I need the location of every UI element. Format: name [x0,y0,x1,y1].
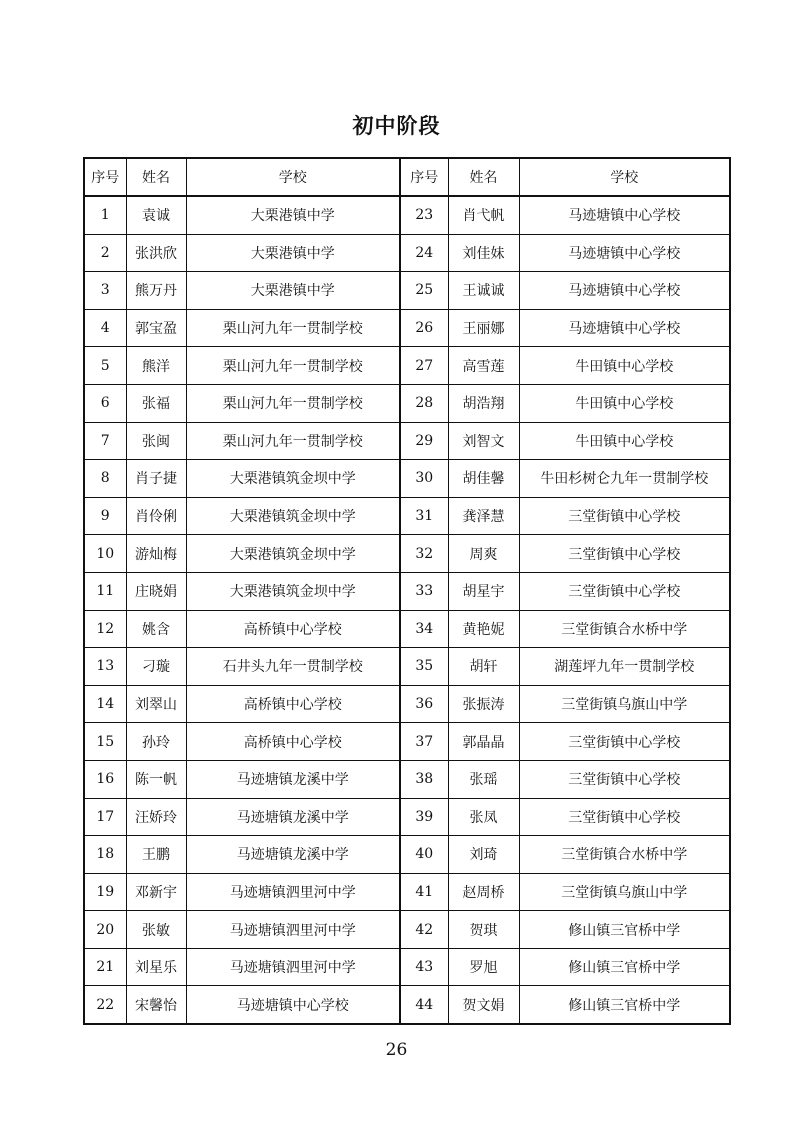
row-index-left: 18 [84,836,126,874]
header-index-right: 序号 [400,158,448,196]
page-number: 26 [385,1040,408,1060]
row-school-left: 大栗港镇筑金坝中学 [186,572,400,610]
table-row [84,572,730,610]
row-index-left: 1 [84,196,126,234]
row-school-right: 三堂街镇中心学校 [519,723,730,761]
row-school-right: 修山镇三官桥中学 [519,948,730,986]
row-index-left: 22 [84,986,126,1024]
row-school-left: 大栗港镇中学 [186,196,400,234]
row-school-right: 马迹塘镇中心学校 [519,272,730,310]
row-name-right: 周爽 [448,535,519,573]
row-name-left: 熊洋 [126,347,186,385]
row-school-left: 马迹塘镇泗里河中学 [186,873,400,911]
header-index-left: 序号 [84,158,126,196]
row-name-left: 肖伶俐 [126,497,186,535]
row-name-right: 胡轩 [448,648,519,686]
row-name-right: 高雪莲 [448,347,519,385]
table-row [84,760,730,798]
row-index-left: 6 [84,384,126,422]
row-school-right: 三堂街镇中心学校 [519,798,730,836]
row-school-right: 湖莲坪九年一贯制学校 [519,648,730,686]
table-row [84,272,730,310]
row-index-right: 29 [400,422,448,460]
table-row [84,685,730,723]
row-index-left: 13 [84,648,126,686]
row-name-left: 张敏 [126,911,186,949]
row-name-right: 刘智文 [448,422,519,460]
row-index-left: 8 [84,460,126,498]
table-row [84,422,730,460]
row-index-left: 10 [84,535,126,573]
row-school-left: 栗山河九年一贯制学校 [186,384,400,422]
row-school-right: 三堂街镇中心学校 [519,760,730,798]
row-name-left: 刘星乐 [126,948,186,986]
row-index-right: 34 [400,610,448,648]
row-index-left: 17 [84,798,126,836]
row-index-right: 38 [400,760,448,798]
row-index-right: 23 [400,196,448,234]
row-school-left: 高桥镇中心学校 [186,610,400,648]
row-school-right: 马迹塘镇中心学校 [519,234,730,272]
table-row [84,196,730,234]
row-index-right: 27 [400,347,448,385]
row-index-right: 32 [400,535,448,573]
row-school-left: 大栗港镇中学 [186,272,400,310]
row-name-right: 贺文娟 [448,986,519,1024]
row-name-left: 张福 [126,384,186,422]
row-index-right: 43 [400,948,448,986]
row-name-right: 罗旭 [448,948,519,986]
header-name-right: 姓名 [448,158,519,196]
row-name-left: 邓新宇 [126,873,186,911]
table-row [84,497,730,535]
row-school-right: 牛田镇中心学校 [519,384,730,422]
row-name-left: 张闽 [126,422,186,460]
row-index-left: 21 [84,948,126,986]
row-name-right: 胡浩翔 [448,384,519,422]
row-name-left: 郭宝盈 [126,309,186,347]
row-index-left: 12 [84,610,126,648]
row-name-left: 肖子捷 [126,460,186,498]
row-school-right: 三堂街镇乌旗山中学 [519,685,730,723]
row-index-right: 36 [400,685,448,723]
row-index-right: 44 [400,986,448,1024]
row-school-right: 牛田镇中心学校 [519,422,730,460]
table-row [84,384,730,422]
row-index-right: 35 [400,648,448,686]
row-name-right: 王诚诚 [448,272,519,310]
row-name-left: 孙玲 [126,723,186,761]
row-name-left: 张洪欣 [126,234,186,272]
row-name-left: 姚含 [126,610,186,648]
row-index-right: 26 [400,309,448,347]
row-name-right: 张凤 [448,798,519,836]
row-name-right: 郭晶晶 [448,723,519,761]
table-row [84,309,730,347]
row-name-left: 熊万丹 [126,272,186,310]
row-school-right: 三堂街镇合水桥中学 [519,610,730,648]
row-school-right: 三堂街镇合水桥中学 [519,836,730,874]
row-index-right: 42 [400,911,448,949]
row-school-right: 三堂街镇中心学校 [519,535,730,573]
row-name-right: 黄艳妮 [448,610,519,648]
row-index-left: 4 [84,309,126,347]
row-name-right: 贺琪 [448,911,519,949]
row-school-left: 马迹塘镇中心学校 [186,986,400,1024]
row-index-left: 20 [84,911,126,949]
row-name-right: 刘佳妹 [448,234,519,272]
row-school-right: 马迹塘镇中心学校 [519,309,730,347]
row-school-right: 三堂街镇中心学校 [519,572,730,610]
row-school-left: 栗山河九年一贯制学校 [186,422,400,460]
table-row [84,610,730,648]
row-index-right: 25 [400,272,448,310]
table-row [84,234,730,272]
table-row [84,873,730,911]
row-index-left: 11 [84,572,126,610]
row-index-right: 39 [400,798,448,836]
row-name-right: 胡星宇 [448,572,519,610]
table-row [84,798,730,836]
row-name-left: 刁璇 [126,648,186,686]
row-name-left: 袁诚 [126,196,186,234]
row-index-left: 15 [84,723,126,761]
row-school-left: 栗山河九年一贯制学校 [186,309,400,347]
row-index-left: 14 [84,685,126,723]
row-name-left: 刘翠山 [126,685,186,723]
table-row [84,535,730,573]
row-school-right: 马迹塘镇中心学校 [519,196,730,234]
row-index-left: 19 [84,873,126,911]
row-school-left: 大栗港镇筑金坝中学 [186,497,400,535]
row-index-right: 24 [400,234,448,272]
row-name-right: 王丽娜 [448,309,519,347]
header-school-right: 学校 [519,158,730,196]
row-name-left: 游灿梅 [126,535,186,573]
row-name-right: 龚泽慧 [448,497,519,535]
row-school-right: 修山镇三官桥中学 [519,911,730,949]
row-school-left: 大栗港镇筑金坝中学 [186,535,400,573]
table-row [84,347,730,385]
row-name-left: 庄晓娟 [126,572,186,610]
table-row [84,948,730,986]
row-index-left: 7 [84,422,126,460]
table-row [84,986,730,1024]
table-row [84,648,730,686]
row-index-right: 28 [400,384,448,422]
row-index-right: 41 [400,873,448,911]
row-school-left: 马迹塘镇泗里河中学 [186,948,400,986]
header-row [84,158,730,196]
row-school-left: 马迹塘镇龙溪中学 [186,798,400,836]
row-name-right: 胡佳馨 [448,460,519,498]
table-body [84,196,730,1024]
row-index-left: 2 [84,234,126,272]
row-school-right: 牛田镇中心学校 [519,347,730,385]
row-name-right: 刘琦 [448,836,519,874]
row-school-right: 牛田杉树仑九年一贯制学校 [519,460,730,498]
row-school-right: 修山镇三官桥中学 [519,986,730,1024]
row-school-left: 大栗港镇筑金坝中学 [186,460,400,498]
row-index-right: 37 [400,723,448,761]
header-name-left: 姓名 [126,158,186,196]
row-index-left: 9 [84,497,126,535]
row-school-left: 大栗港镇中学 [186,234,400,272]
row-school-left: 马迹塘镇龙溪中学 [186,760,400,798]
row-school-right: 三堂街镇乌旗山中学 [519,873,730,911]
row-index-left: 16 [84,760,126,798]
page-title: 初中阶段 [352,114,441,138]
row-school-left: 马迹塘镇龙溪中学 [186,836,400,874]
table-row [84,911,730,949]
row-school-left: 栗山河九年一贯制学校 [186,347,400,385]
row-name-left: 汪娇玲 [126,798,186,836]
row-school-left: 石井头九年一贯制学校 [186,648,400,686]
row-name-right: 肖弋帆 [448,196,519,234]
row-index-right: 40 [400,836,448,874]
table-row [84,836,730,874]
table-header [84,158,730,196]
row-school-left: 高桥镇中心学校 [186,723,400,761]
student-roster-table [83,157,731,1025]
row-name-right: 张振涛 [448,685,519,723]
header-school-left: 学校 [186,158,400,196]
row-index-right: 30 [400,460,448,498]
row-school-left: 马迹塘镇泗里河中学 [186,911,400,949]
row-name-right: 赵周桥 [448,873,519,911]
row-name-right: 张瑶 [448,760,519,798]
row-name-left: 王鹏 [126,836,186,874]
row-index-right: 31 [400,497,448,535]
row-school-left: 高桥镇中心学校 [186,685,400,723]
row-index-left: 3 [84,272,126,310]
row-name-left: 宋馨怡 [126,986,186,1024]
row-name-left: 陈一帆 [126,760,186,798]
table-row [84,723,730,761]
row-school-right: 三堂街镇中心学校 [519,497,730,535]
table-row [84,460,730,498]
row-index-left: 5 [84,347,126,385]
row-index-right: 33 [400,572,448,610]
